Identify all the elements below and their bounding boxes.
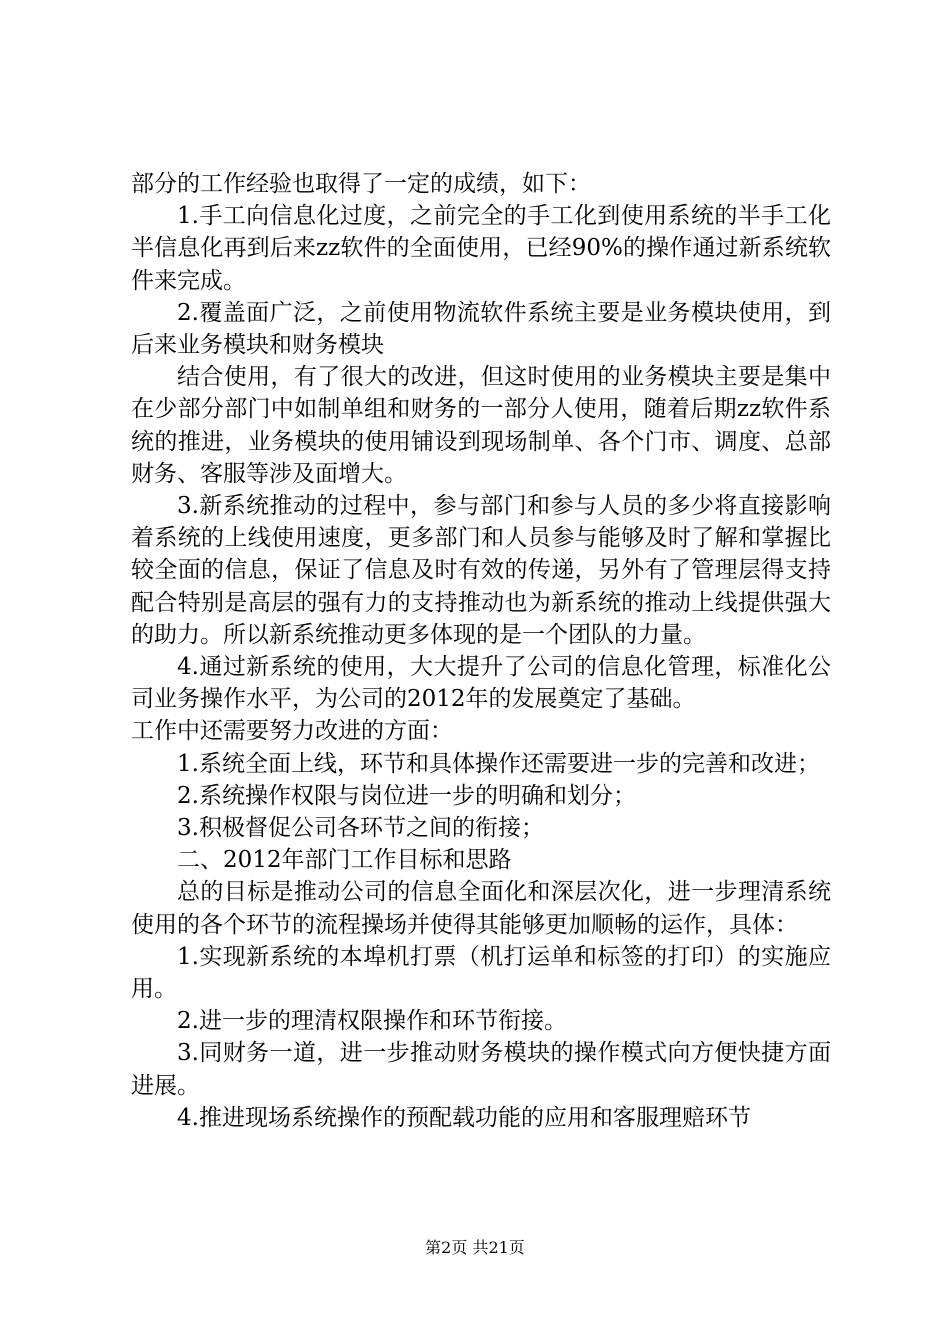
page-footer: 第2页 共21页 — [425, 1238, 525, 1257]
body-paragraph: 1.实现新系统的本埠机打票（机打运单和标签的打印）的实施应用。 — [131, 943, 831, 1003]
body-paragraph: 3.新系统推动的过程中，参与部门和参与人员的多少将直接影响着系统的上线使用速度，更多部门和人员参与能够及时了解和掌握比较全面的信息，保证了信息及时有效的传递，另外有了管理层得支持配合特别是高层的强有力的支持推动也为新系统的推动上线提供强大的助力。所以新系统推动更多体现的是一个团队的力量。 — [131, 493, 831, 648]
body-paragraph: 部分的工作经验也取得了一定的成绩，如下： — [131, 171, 591, 197]
body-paragraph: 3.积极督促公司各环节之间的衔接； — [177, 815, 544, 842]
body-paragraph: 2.进一步的理清权限操作和环节衔接。 — [177, 1008, 567, 1035]
body-paragraph: 总的目标是推动公司的信息全面化和深层次化，进一步理清系统使用的各个环节的流程操场并使得其能够更加顺畅的运作，具体： — [131, 879, 831, 938]
document-body — [131, 168, 831, 1134]
body-paragraph: 4.通过新系统的使用，大大提升了公司的信息化管理，标准化公司业务操作水平，为公司的2012年的发展奠定了基础。 — [131, 654, 831, 713]
body-paragraph: 2.覆盖面广泛，之前使用物流软件系统主要是业务模块使用，到后来业务模块和财务模块 — [131, 299, 831, 359]
body-paragraph: 4.推进现场系统操作的预配载功能的应用和客服理赔环节 — [177, 1104, 751, 1131]
body-paragraph: 2.系统操作权限与岗位进一步的明确和划分； — [177, 782, 636, 809]
body-paragraph: 结合使用，有了很大的改进，但这时使用的业务模块主要是集中在少部分部门中如制单组和财务的一部分人使用，随着后期zz软件系统的推进，业务模块的使用铺设到现场制单、各个门市、调度、总部财务、客服等涉及面增大。 — [131, 364, 831, 487]
body-paragraph: 二、2012年部门工作目标和思路 — [177, 847, 512, 874]
body-paragraph: 1.系统全面上线，环节和具体操作还需要进一步的完善和改进； — [177, 750, 820, 777]
body-paragraph: 1.手工向信息化过度，之前完全的手工化到使用系统的半手工化半信息化再到后来zz软件的全面使用，已经90%的操作通过新系统软件来完成。 — [131, 203, 831, 294]
body-paragraph: 3.同财务一道，进一步推动财务模块的操作模式向方便快捷方面进展。 — [131, 1040, 831, 1099]
body-paragraph: 工作中还需要努力改进的方面： — [131, 718, 453, 745]
